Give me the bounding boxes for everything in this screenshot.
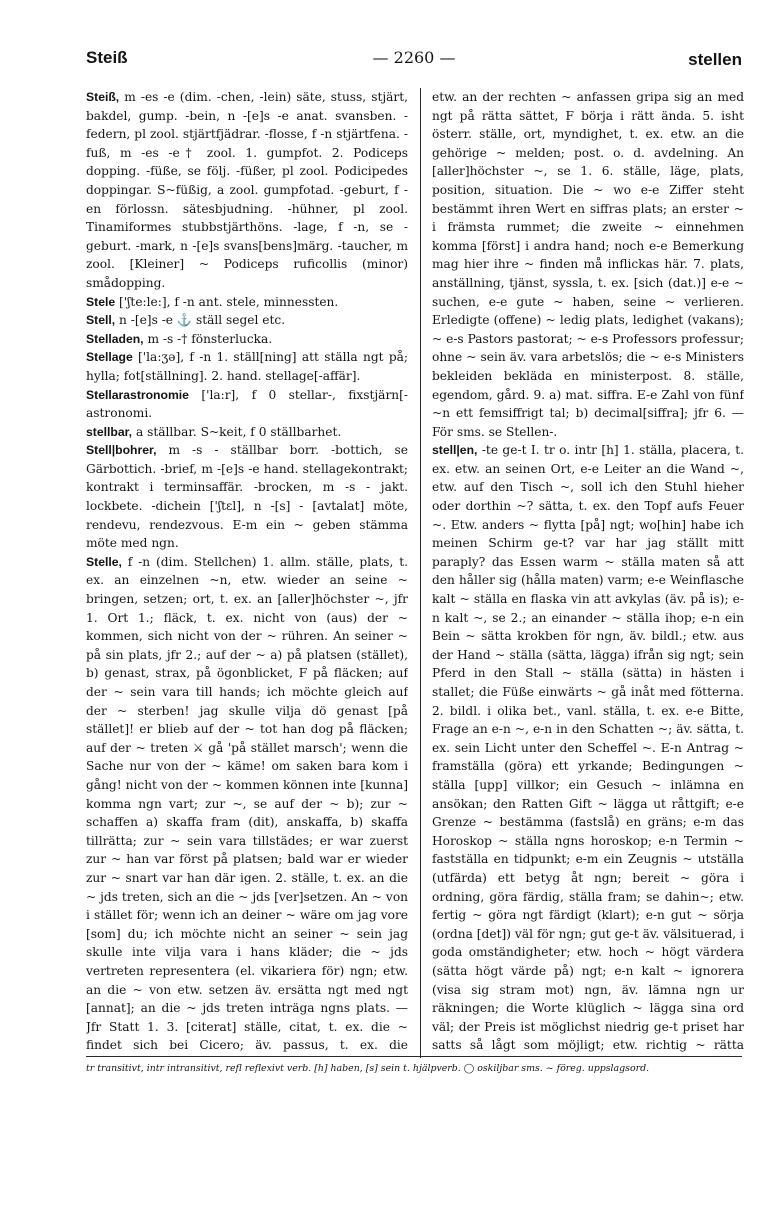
entry: [86, 311, 408, 330]
footer-rule: [86, 1056, 742, 1057]
left-column: [86, 88, 408, 1058]
entry-headword: stellbar,: [86, 424, 133, 439]
entry-headword: Stellage: [86, 350, 133, 365]
entry: [432, 441, 744, 1058]
entry: [432, 88, 744, 441]
entry: [86, 88, 408, 293]
header-left-headword: Steiß: [86, 48, 128, 67]
entry: [86, 386, 408, 423]
entry: [86, 553, 408, 1058]
page-number: — 2260 —: [372, 48, 456, 67]
entry-body: -te ge-t I. tr o. intr [h] 1. ställa, placera, t. ex. etw. an seinen Ort, e-e Leiter an die Wand ~, etw. auf den Tisch ~, soll ich den Stuhl hieher oder dorthin ~? sätta, t. ex. den Topf aufs Feuer ~. Etw. anders ~ flytta [på] ngt; wo[hin] habe ich meinen Schirm ge-t? var har jag ställt mitt paraply? das Essen warm ~ ställa maten så att den håller sig (hålla maten) varm; e-e Weinflasche kalt ~ ställa en flaska vin att avkylas (äv. på is); e-n kalt ~, se 2.; an einander ~ ställa ihop; e-n ein Bein ~ sätta krokben för ngn, äv. bildl.; etw. aus der Hand ~ ställa (sätta, lägga) ifrån sig ngt; sein Pferd in den Stall ~ ställa (sätta) in hästen i stallet; die Füße einwärts ~ gå inåt med fötterna. 2. bildl. i olika bet., vanl. ställa, t. ex. e-e Bitte, Frage an e-n ~, e-n in den Schatten ~; äv. sätta, t. ex. sein Licht unter den Scheffel ~. E-n Antrag ~ framställa (göra) ett yrkande; Bedingungen ~ ställa [upp] villkor; ein Gesuch ~ inlämna en ansökan; den Ratten Gift ~ lägga ut råttgift; e-e Grenze ~ bestämma (fastslå) en gräns; e-m das Horoskop ~ ställa ngns horoskop; e-n Termin ~ fastställa en tidpunkt; e-m ein Zeugnis ~ utställa (utfärda) ett betyg åt ngn; bereit ~ göra i ordning, göra färdig, ställa fram; se dahin~; etw. fertig ~ göra ngt färdigt (klart); e-n gut ~ sörja (ordna [det]) väl för ngn; gut ge-t äv. välsituerad, i goda omständigheter; etw. hoch ~ högt värdera (sätta högt värde på) ngt; e-n kalt ~ ignorera (visa sig stram mot) ngn, äv. lämna ngn ur räkningen; die Worte klüglich ~ lägga sina ord väl; der Preis ist möglichst niedrig ge-t priset har satts så lågt som möjligt; etw. richtig ~ rätta: [432, 443, 744, 1053]
entry-body: etw. an der rechten ~ anfassen gripa sig an med ngt på rätta sättet, F börja i rätt ända. 5. isht österr. ställe, ort, myndighet, t. ex. etw. an die gehörige ~ melden; post. o. d. avdelning. An [aller]höchster ~, se 1. 6. ställe, läge, plats, position, situation. Die ~ wo e-e Ziffer steht bestämmt ihren Wert en siffras plats; an erster ~ i främsta rummet; die zweite ~ einnehmen komma [först] i andra hand; noch e-e Bemerkung mag hier ihre ~ finden må inflickas här. 7. plats, anställning, tjänst, syssla, t. ex. [sich (dat.)] e-e ~ suchen, e-e gute ~ haben, seine ~ verlieren. Erledigte (offene) ~ ledig plats, ledighet (vakans); ~ e-s Pastors pastorat; ~ e-s Professors professur; ohne ~ sein äv. vara arbetslös; die ~ e-s Ministers bekleiden bekläda en ministerpost. 8. ställe, egendom, gård. 9. a) mat. siffra. E-e Zahl von fünf ~n ett femsiffrigt tal; b) decimal[siffra]; jfr 6. — För sms. se Stellen-.: [432, 90, 744, 439]
right-column: [432, 88, 744, 1058]
entry-headword: stell|en,: [432, 443, 478, 458]
entry: [86, 348, 408, 385]
entry-body: ['ʃte:le:], f -n ant. stele, minnessten.: [119, 294, 339, 309]
entry-headword: Stell|bohrer,: [86, 443, 157, 458]
entry-body: m -es -e (dim. -chen, -lein) säte, stuss, stjärt, bakdel, gump. -bein, n -[e]s -e anat. svansben. -federn, pl zool. stjärtfjädrar. -flosse, f -n stjärtfena. -fuß, m -es -e† zool. 1. gumpfot. 2. Podiceps dopping. -füße, se följ. -füßer, pl zool. Podicipedes doppingar. S~füßig, a zool. gumpfotad. -geburt, f -en förlossn. sätesbjudning. -hühner, pl zool. Tinamiformes stubbstjärthöns. -lage, f -n, se -geburt. -mark, n -[e]s svans[bens]märg. -taucher, m zool. [Kleiner] ~ Podiceps ruficollis (minor) smådopping.: [86, 90, 408, 290]
entry-body: f -n (dim. Stellchen) 1. allm. ställe, plats, t. ex. an einzelnen ~n, etw. wieder an seine ~ bringen, setzen; ort, t. ex. an [aller]höchster ~, jfr 1. Ort 1.; fläck, t. ex. nicht von (aus) der ~ kommen, sich nicht von der ~ rühren. An seiner ~ på sin plats, jfr 2.; auf der ~ a) på platsen (stället), b) genast, strax, på ögonblicket, F på fläcken; auf der ~ sein vara till hands; ich möchte gleich auf der ~ sterben! jag skulle vilja dö genast [på stället]! er blieb auf der ~ tot han dog på fläcken; auf der ~ treten ⚔ gå 'på stället marsch'; wenn die Sache nur von der ~ käme! om saken bara kom i gång! nicht von der ~ kommen können inte [kunna] komma ngn vart; zur ~, se auf der ~ b); zur ~ schaffen a) skaffa fram (dit), anskaffa, b) skaffa tillrätta; zur ~ sein vara tillstädes; er war zuerst zur ~ han var först på platsen; bald war er wieder zur ~ snart var han där igen. 2. ställe, t. ex. an die ~ jds treten, sich an die ~ jds [ver]setzen. An ~ von i stället för; wenn ich an deiner ~ wäre om jag vore [som] du; ich möchte nicht an seiner ~ sein jag skulle inte vilja vara i hans kläder; die ~ jds vertreten representera (el. vikariera för) ngn; etw. an die ~ von etw. setzen äv. ersätta ngt med ngt [annat]; an die ~ jds treten inträga ngns plats. — Jfr Statt 1. 3. [citerat] ställe, citat, t. ex. die ~ findet sich bei Cicero; äv. passus, t. ex. die: [86, 554, 408, 1053]
entry-body: ['la:r], f 0 stellar-, fixstjärn[-astronomi.: [86, 387, 408, 421]
entry-body: n -[e]s -e ⚓ ställ segel etc.: [119, 313, 286, 328]
entry: [86, 441, 408, 553]
entry-headword: Stelladen,: [86, 331, 144, 346]
entry-body: ['la:ʒə], f -n 1. ställ[ning] att ställa ngt på; hylla; fot[ställning]. 2. hand. stellage[-affär].: [86, 350, 408, 383]
entry: [86, 330, 408, 349]
header-right-headword: stellen: [688, 50, 742, 69]
entry-headword: Stell,: [86, 313, 116, 328]
entry-headword: Stele: [86, 294, 116, 309]
entry-headword: Stellarastronomie: [86, 387, 189, 402]
column-divider: [420, 88, 421, 1058]
entry-body: m -s -† fönsterlucka.: [147, 331, 273, 346]
page-header: [86, 48, 742, 74]
abbreviation-footer: tr transitivt, intr intransitivt, refl reflexivt verb. [h] haben, [s] sein t. hjälpverb. ◯ oskiljbar sms. ~ föreg. uppslagsord.: [86, 1063, 650, 1074]
entry-headword: Stelle,: [86, 554, 122, 569]
entry: [86, 423, 408, 442]
entry-headword: Steiß,: [86, 90, 120, 104]
entry-body: m -s - ställbar borr. -bottich, se Gärbottich. -brief, m -[e]s -e hand. stellagekontrakt; kontrakt i terminsaffär. -brocken, m -s - jakt. lockbete. -dichein ['ʃtɛl], n -[s] - [avtalat] möte, rendevu, rendezvous. E-m ein ~ geben stämma möte med ngn.: [86, 443, 408, 551]
entry: [86, 293, 408, 312]
entry-body: a ställbar. S~keit, f 0 ställbarhet.: [135, 424, 342, 439]
